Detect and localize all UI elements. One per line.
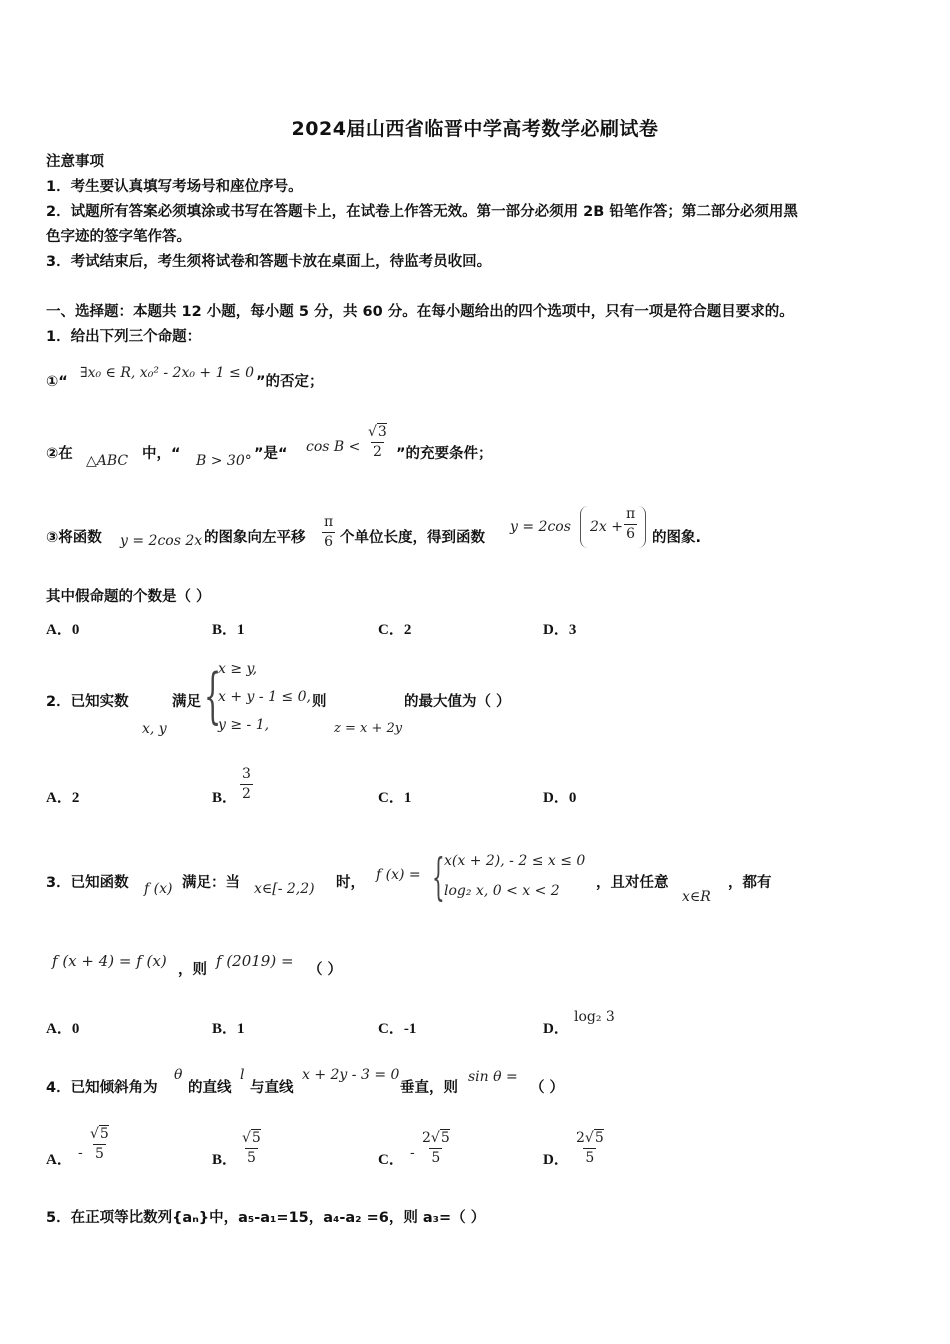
q3-case-1: x(x + 2), - 2 ≤ x ≤ 0 bbox=[444, 853, 586, 869]
q4-stem-d: 垂直，则 bbox=[400, 1080, 458, 1096]
q4-stem-c: 与直线 bbox=[250, 1080, 294, 1096]
q3-fdef: f (x) = bbox=[376, 867, 421, 883]
q4-option-c-denominator: 5 bbox=[431, 1150, 441, 1166]
q2-constraint-3: y ≥ - 1, bbox=[218, 717, 270, 733]
q2-option-b-fraction bbox=[240, 766, 253, 803]
q4-option-c-fraction: $\frac{2√5}{5}$ bbox=[422, 1130, 450, 1166]
q4-option-b[interactable]: B． bbox=[212, 1152, 238, 1168]
q4-option-c-coef: 2 bbox=[422, 1130, 431, 1146]
notes-item-1: 1．考生要认真填写考场号和座位序号。 bbox=[46, 179, 303, 195]
q2-option-b-numerator: 3 bbox=[242, 766, 251, 782]
q3-stem-c: 时， bbox=[336, 875, 365, 891]
q4-option-b-denominator: 5 bbox=[246, 1150, 256, 1166]
q1-p3-pi: π bbox=[324, 514, 334, 530]
q3-fx: f (x) bbox=[144, 881, 173, 897]
q1-p1-math: ∃x₀ ∈ R, x₀² - 2x₀ + 1 ≤ 0 bbox=[80, 365, 255, 381]
q1-option-b[interactable]: B．1 bbox=[212, 622, 245, 638]
q2-option-b[interactable]: B． bbox=[212, 790, 238, 806]
q3-option-b[interactable]: B．1 bbox=[212, 1021, 245, 1037]
q3-stem-g: （ ） bbox=[308, 962, 343, 978]
q3-period: f (x + 4) = f (x) bbox=[52, 952, 167, 970]
q1-p3-suffix: 的图象. bbox=[652, 530, 702, 546]
q4-option-a-numerator: 5 bbox=[99, 1126, 109, 1142]
q1-p2-denominator: 2 bbox=[372, 444, 382, 460]
q1-p2-condition: B > 30° bbox=[196, 453, 252, 469]
q4-option-d-fraction: $\frac{2√5}{5}$ bbox=[576, 1130, 604, 1166]
q4-option-d-numerator: 5 bbox=[594, 1130, 604, 1146]
q4-option-c[interactable]: C． bbox=[378, 1152, 404, 1168]
notes-item-3: 3．考试结束后，考生须将试卷和答题卡放在桌面上，待监考员收回。 bbox=[46, 254, 492, 270]
q1-p1-prefix: ①“ bbox=[46, 374, 68, 390]
q4-option-b-numerator: 5 bbox=[251, 1130, 261, 1146]
q1-option-d[interactable]: D．3 bbox=[543, 622, 577, 638]
q4-option-c-numerator: 5 bbox=[440, 1130, 450, 1146]
q4-option-d[interactable]: D． bbox=[543, 1152, 569, 1168]
q1-option-c[interactable]: C．2 bbox=[378, 622, 412, 638]
q4-option-a[interactable]: A． bbox=[46, 1152, 72, 1168]
q1-p3-func2-six: 6 bbox=[626, 526, 636, 542]
notes-item-2b: 色字迹的签字笔作答。 bbox=[46, 229, 191, 245]
q1-p3-mid: 的图象向左平移 bbox=[204, 530, 306, 546]
q4-option-c-sign: - bbox=[410, 1145, 415, 1161]
q1-question: 其中假命题的个数是（ ） bbox=[46, 589, 211, 605]
q1-p2-triangle: △ABC bbox=[86, 453, 129, 469]
q3-option-c[interactable]: C．-1 bbox=[378, 1021, 417, 1037]
q3-case-2: log₂ x, 0 < x < 2 bbox=[444, 883, 560, 899]
section-heading: 一、选择题：本题共 12 小题，每小题 5 分，共 60 分。在每小题给出的四个选项中，只有一项是符合题目要求的。 bbox=[46, 304, 794, 320]
q2-option-c[interactable]: C．1 bbox=[378, 790, 412, 806]
q1-p3-func1: y = 2cos 2x bbox=[120, 533, 203, 549]
q1-option-a[interactable]: A．0 bbox=[46, 622, 80, 638]
q4-option-d-denominator: 5 bbox=[585, 1150, 595, 1166]
q1-p3-func2-pi: π bbox=[626, 506, 636, 522]
q1-stem: 1．给出下列三个命题： bbox=[46, 329, 202, 345]
q3-stem-e: ，都有 bbox=[728, 875, 772, 891]
q2-constraint-2: x + y - 1 ≤ 0, bbox=[218, 689, 311, 705]
q3-domain: x∈[- 2,2) bbox=[254, 881, 315, 897]
q1-p2-mid1: 中，“ bbox=[142, 446, 181, 462]
q4-option-a-fraction: $\frac{√5}{5}$ bbox=[90, 1126, 109, 1162]
q3-ask: f (2019) = bbox=[216, 952, 294, 970]
q2-stem-a: 2．已知实数 bbox=[46, 694, 129, 710]
q1-p2-prefix: ②在 bbox=[46, 446, 73, 462]
q3-stem-b: 满足：当 bbox=[182, 875, 240, 891]
q4-option-d-coef: 2 bbox=[576, 1130, 585, 1146]
page-title: 2024届山西省临晋中学高考数学必刷试卷 bbox=[291, 118, 659, 140]
q4-line-eq: x + 2y - 3 = 0 bbox=[302, 1067, 400, 1083]
q2-option-b-denominator: 2 bbox=[242, 786, 251, 802]
q4-theta: θ bbox=[174, 1067, 183, 1083]
q2-stem-d: 的最大值为（ ） bbox=[404, 694, 511, 710]
q3-option-a[interactable]: A．0 bbox=[46, 1021, 80, 1037]
q2-stem-b: 满足 bbox=[172, 694, 201, 710]
q4-line-l: l bbox=[240, 1067, 245, 1083]
q1-p1-suffix: ”的否定； bbox=[256, 374, 324, 390]
q1-p2-suffix: ”的充要条件； bbox=[396, 446, 493, 462]
q1-p3-mid2: 个单位长度，得到函数 bbox=[340, 530, 485, 546]
q2-stem-c: 则 bbox=[312, 694, 327, 710]
q2-left-brace: { bbox=[204, 661, 222, 731]
q5-stem: 5．在正项等比数列{aₙ}中，a₅-a₁=15，a₄-a₂ =6，则 a₃=（ ） bbox=[46, 1210, 486, 1226]
q3-stem-a: 3．已知函数 bbox=[46, 875, 129, 891]
q3-left-brace: { bbox=[432, 848, 445, 906]
q1-p3-shift-fraction bbox=[322, 514, 335, 551]
q4-option-a-denominator: 5 bbox=[94, 1146, 104, 1162]
q4-stem-b: 的直线 bbox=[188, 1080, 232, 1096]
q4-stem-a: 4．已知倾斜角为 bbox=[46, 1080, 158, 1096]
notes-heading: 注意事项 bbox=[46, 154, 104, 170]
q1-p3-six: 6 bbox=[324, 534, 334, 550]
q3-stem-f: ，则 bbox=[178, 962, 207, 978]
q1-p2-cos: cos B < bbox=[306, 439, 361, 455]
q3-stem-d: ，且对任意 bbox=[596, 875, 669, 891]
q3-x-real: x∈R bbox=[682, 889, 711, 905]
q1-p3-func2-b: 2x + bbox=[590, 519, 623, 535]
q4-option-a-sign: - bbox=[78, 1145, 83, 1161]
q2-constraint-1: x ≥ y, bbox=[218, 661, 258, 677]
q1-p2-fraction: $\frac{√3}{2}$ bbox=[368, 424, 387, 460]
q1-p2-numerator: 3 bbox=[377, 424, 387, 440]
q4-option-b-fraction: $\frac{√5}{5}$ bbox=[242, 1130, 261, 1166]
q2-option-d[interactable]: D．0 bbox=[543, 790, 577, 806]
q1-p3-func2-a: y = 2cos bbox=[510, 519, 571, 535]
q3-option-d-math: log₂ 3 bbox=[574, 1009, 615, 1025]
q3-option-d[interactable]: D． bbox=[543, 1021, 569, 1037]
q4-ask: sin θ = bbox=[468, 1069, 518, 1085]
q4-stem-e: （ ） bbox=[530, 1080, 565, 1096]
q2-option-a[interactable]: A．2 bbox=[46, 790, 80, 806]
q2-objective: z = x + 2y bbox=[334, 721, 403, 736]
q1-p3-func2-fraction bbox=[624, 506, 637, 543]
q1-p2-mid2: ”是“ bbox=[254, 446, 288, 462]
q2-vars: x, y bbox=[142, 721, 167, 737]
notes-item-2a: 2．试题所有答案必须填涂或书写在答题卡上，在试卷上作答无效。第一部分必须用 2B 铅笔作答；第二部分必须用黑 bbox=[46, 204, 798, 220]
q1-p3-prefix: ③将函数 bbox=[46, 530, 102, 546]
